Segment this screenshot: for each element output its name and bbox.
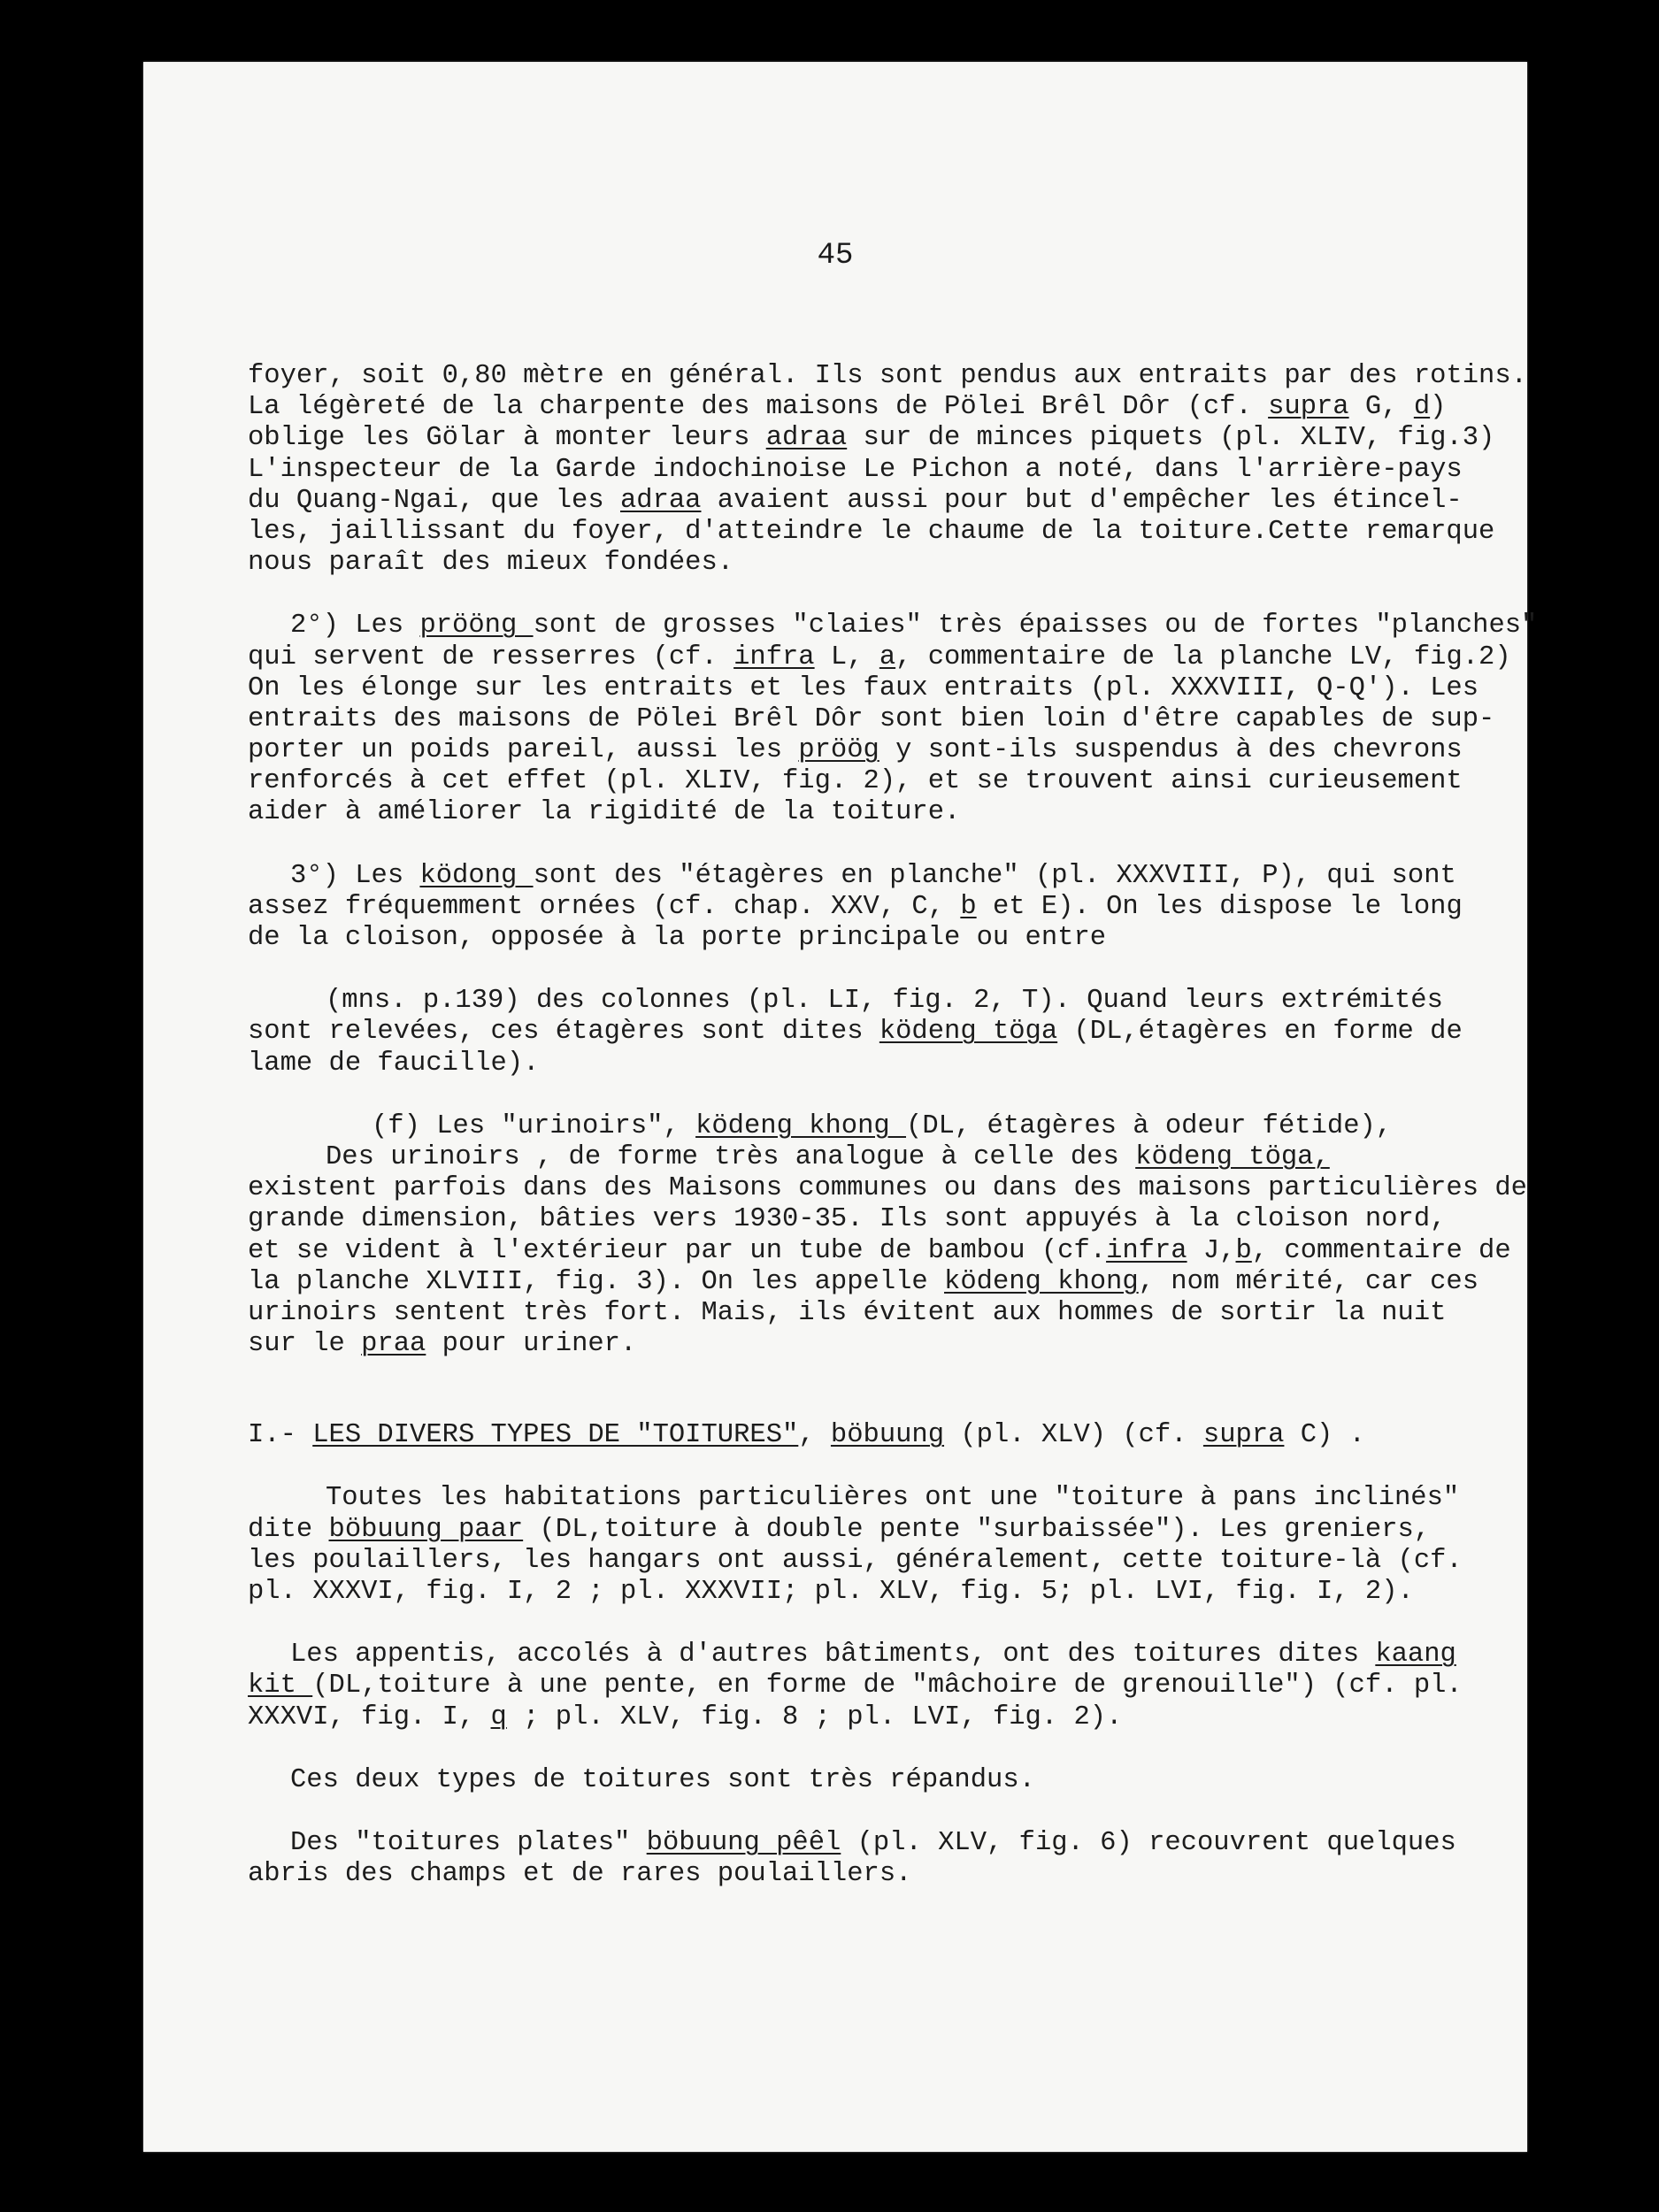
text-line xyxy=(248,454,1463,486)
text-segment: 2°) Les xyxy=(290,611,420,641)
text-segment: foyer, soit 0,80 mètre en général. Ils sont pendus aux entraits par des rotins. xyxy=(248,361,1527,391)
text-segment: qui servent de resserres (cf. xyxy=(248,641,734,672)
text-segment: , xyxy=(798,1420,831,1451)
underlined-term: q xyxy=(490,1701,507,1732)
text-line xyxy=(248,1483,1460,1514)
text-line xyxy=(248,1297,1447,1329)
underlined-term: ködeng töga xyxy=(879,1017,1058,1048)
text-segment: entraits des maisons de Pölei Brêl Dôr sont bien loin d'être capables de sup- xyxy=(248,703,1495,734)
text-segment: grande dimension, bâties vers 1930-35. Ils sont appuyés à la cloison nord, xyxy=(248,1204,1447,1235)
text-segment: aider à améliorer la rigidité de la toiture. xyxy=(248,797,961,828)
text-segment: nous paraît des mieux fondées. xyxy=(248,548,734,579)
text-segment: (f) Les "urinoirs", xyxy=(372,1110,696,1141)
text-segment: Toutes les habitations particulières ont une "toiture à pans inclinés" xyxy=(326,1483,1460,1514)
text-line xyxy=(248,1266,1479,1298)
text-line xyxy=(248,1859,1433,1890)
paragraph-gap xyxy=(248,954,1433,986)
underlined-term: böbuung paar xyxy=(328,1514,524,1545)
text-segment: (mns. p.139) des colonnes (pl. LI, fig. 2, T). Quand leurs extrémités xyxy=(326,986,1443,1017)
text-line xyxy=(248,1765,1433,1796)
text-segment: et se vident à l'extérieur par un tube de bambou (cf. xyxy=(248,1235,1107,1266)
text-line xyxy=(248,1329,1433,1360)
text-segment: J, xyxy=(1187,1235,1236,1266)
text-line xyxy=(248,1515,1433,1546)
underlined-term: prööng xyxy=(419,611,534,641)
text-segment: lame de faucille). xyxy=(248,1048,540,1079)
underlined-term: supra xyxy=(1268,392,1349,423)
underlined-term: a xyxy=(879,641,896,672)
document-page xyxy=(143,62,1538,2152)
text-segment: les, jaillissant du foyer, d'atteindre le chaume de la toiture.Cette remarque xyxy=(248,516,1495,547)
text-line xyxy=(248,1827,1456,1859)
text-segment: (DL,toiture à une pente, en forme de "mâchoire de grenouille") (cf. pl. xyxy=(312,1671,1463,1701)
paragraph-gap xyxy=(248,1079,1433,1111)
text-segment: pl. XXXVI, fig. I, 2 ; pl. XXXVII; pl. XLV, fig. 5; pl. LVI, fig. I, 2). xyxy=(248,1577,1414,1607)
text-segment: la planche XLVIII, fig. 3). On les appelle xyxy=(248,1266,945,1297)
text-line xyxy=(248,1048,1433,1079)
text-segment: Ces deux types de toitures sont très répandus. xyxy=(290,1764,1035,1795)
text-segment: G, xyxy=(1348,392,1414,423)
text-line xyxy=(248,891,1463,923)
text-segment: Les appentis, accolés à d'autres bâtiments, ont des toitures dites xyxy=(290,1640,1376,1671)
text-line xyxy=(248,548,1433,579)
text-segment: oblige les Gölar à monter leurs xyxy=(248,423,766,454)
paragraph-gap xyxy=(248,829,1433,861)
text-segment: , nom mérité, car ces xyxy=(1138,1266,1479,1297)
text-segment: avaient aussi pour but d'empêcher les étincel- xyxy=(701,485,1463,516)
text-line xyxy=(248,1577,1433,1608)
text-segment: sur le xyxy=(248,1329,362,1360)
paragraph-gap xyxy=(248,1796,1433,1828)
text-segment: (DL,étagères en forme de xyxy=(1057,1017,1463,1048)
underlined-term: kaang xyxy=(1375,1640,1456,1671)
underlined-term: adraa xyxy=(619,485,702,516)
underlined-term: b xyxy=(1235,1235,1252,1266)
text-line xyxy=(248,1142,1433,1173)
text-line xyxy=(248,485,1463,517)
text-segment: C) . xyxy=(1284,1420,1365,1451)
text-segment: L'inspecteur de la Garde indochinoise Le Pichon a noté, dans l'arrière-pays xyxy=(248,454,1463,485)
text-segment: existent parfois dans des Maisons communes ou dans des maisons particulières de xyxy=(248,1173,1527,1204)
text-segment: sont de grosses "claies" très épaisses ou de fortes "planches" xyxy=(533,611,1538,641)
text-line xyxy=(248,1545,1463,1577)
underlined-term: supra xyxy=(1202,1420,1285,1451)
underlined-term: LES DIVERS TYPES DE "TOITURES" xyxy=(312,1420,799,1451)
text-segment: pour uriner. xyxy=(426,1329,637,1360)
text-segment: ; pl. XLV, fig. 8 ; pl. LVI, fig. 2). xyxy=(506,1701,1123,1732)
text-segment: sont des "étagères en planche" (pl. XXXVIII, P), qui sont xyxy=(533,860,1456,891)
text-segment: (pl. XLV, fig. 6) recouvrent quelques xyxy=(841,1827,1456,1858)
text-line xyxy=(248,1017,1463,1048)
text-line xyxy=(248,361,1527,392)
text-line xyxy=(248,1671,1463,1701)
paragraph-gap xyxy=(248,1733,1433,1765)
text-line xyxy=(248,1111,1433,1142)
text-segment: urinoirs sentent très fort. Mais, ils évitent aux hommes de sortir la nuit xyxy=(248,1297,1447,1328)
text-segment: XXXVI, fig. I, xyxy=(248,1701,491,1732)
underlined-term: praa xyxy=(361,1329,426,1360)
underlined-term: ködeng khong xyxy=(695,1110,907,1141)
underlined-term: böbuung xyxy=(830,1420,945,1451)
paragraph-gap xyxy=(248,1360,1433,1420)
underlined-term: böbuung pêêl xyxy=(646,1827,841,1858)
text-segment: ) xyxy=(1430,392,1447,423)
text-segment: dite xyxy=(248,1514,329,1545)
text-line xyxy=(248,766,1463,797)
text-segment: de la cloison, opposée à la porte principale ou entre xyxy=(248,923,1107,953)
underlined-term: d xyxy=(1413,392,1431,423)
underlined-term: ködeng töga, xyxy=(1135,1141,1330,1172)
text-line xyxy=(248,672,1479,704)
underlined-term: infra xyxy=(733,641,815,672)
text-line xyxy=(248,1235,1511,1267)
paragraph-gap xyxy=(248,579,1433,611)
text-segment: abris des champs et de rares poulaillers. xyxy=(248,1859,912,1890)
text-segment: La légèreté de la charpente des maisons de Pölei Brêl Dôr (cf. xyxy=(248,392,1269,423)
text-line xyxy=(248,1173,1527,1204)
text-line xyxy=(248,735,1463,766)
text-segment: et E). On les dispose le long xyxy=(976,891,1463,922)
text-line xyxy=(248,797,1433,828)
paragraph-gap xyxy=(248,1451,1433,1483)
underlined-term: b xyxy=(960,891,977,922)
paragraph-gap xyxy=(248,1608,1433,1640)
underlined-term: ködeng khong xyxy=(944,1266,1139,1297)
text-segment: (DL,toiture à double pente "surbaissée"). Les greniers, xyxy=(523,1514,1431,1545)
text-segment: I.- xyxy=(248,1420,313,1451)
text-line xyxy=(248,423,1495,454)
text-segment: assez fréquemment ornées (cf. chap. XXV, C, xyxy=(248,891,961,922)
page-number: 45 xyxy=(817,239,854,273)
body-text xyxy=(248,361,1538,1890)
text-line xyxy=(248,986,1443,1017)
text-segment: y sont-ils suspendus à des chevrons xyxy=(879,735,1463,766)
text-line xyxy=(248,611,1538,641)
text-segment: L, xyxy=(814,641,879,672)
text-segment: (pl. XLV) (cf. xyxy=(944,1420,1203,1451)
text-segment: renforcés à cet effet (pl. XLIV, fig. 2), et se trouvent ainsi curieusement xyxy=(248,766,1463,797)
text-line xyxy=(248,516,1495,548)
text-line xyxy=(248,923,1433,954)
text-line xyxy=(248,703,1495,735)
text-segment: On les élonge sur les entraits et les faux entraits (pl. XXXVIII, Q-Q'). Les xyxy=(248,672,1479,703)
underlined-term: pröög xyxy=(798,735,879,766)
underlined-term: adraa xyxy=(765,423,848,454)
text-line xyxy=(248,1204,1447,1235)
text-line xyxy=(248,1420,1433,1451)
text-segment: , commentaire de la planche LV, fig.2) xyxy=(895,641,1511,672)
text-segment: Des "toitures plates" xyxy=(290,1827,647,1858)
text-segment: sur de minces piquets (pl. XLIV, fig.3) xyxy=(847,423,1495,454)
text-segment: du Quang-Ngai, que les xyxy=(248,485,620,516)
text-segment: porter un poids pareil, aussi les xyxy=(248,735,799,766)
text-segment: , commentaire de xyxy=(1251,1235,1511,1266)
underlined-term: ködong xyxy=(419,860,534,891)
text-segment: (DL, étagères à odeur fétide), xyxy=(906,1110,1393,1141)
text-line xyxy=(248,1702,1433,1733)
text-line xyxy=(248,860,1456,892)
text-line xyxy=(248,1640,1456,1671)
text-segment: Des urinoirs , de forme très analogue à celle des xyxy=(326,1141,1136,1172)
text-line xyxy=(248,641,1511,673)
underlined-term: kit xyxy=(248,1671,313,1701)
underlined-term: infra xyxy=(1106,1235,1187,1266)
text-segment: sont relevées, ces étagères sont dites xyxy=(248,1017,879,1048)
text-line xyxy=(248,392,1447,423)
text-segment: 3°) Les xyxy=(290,860,420,891)
text-segment: les poulaillers, les hangars ont aussi, généralement, cette toiture-là (cf. xyxy=(248,1545,1463,1576)
